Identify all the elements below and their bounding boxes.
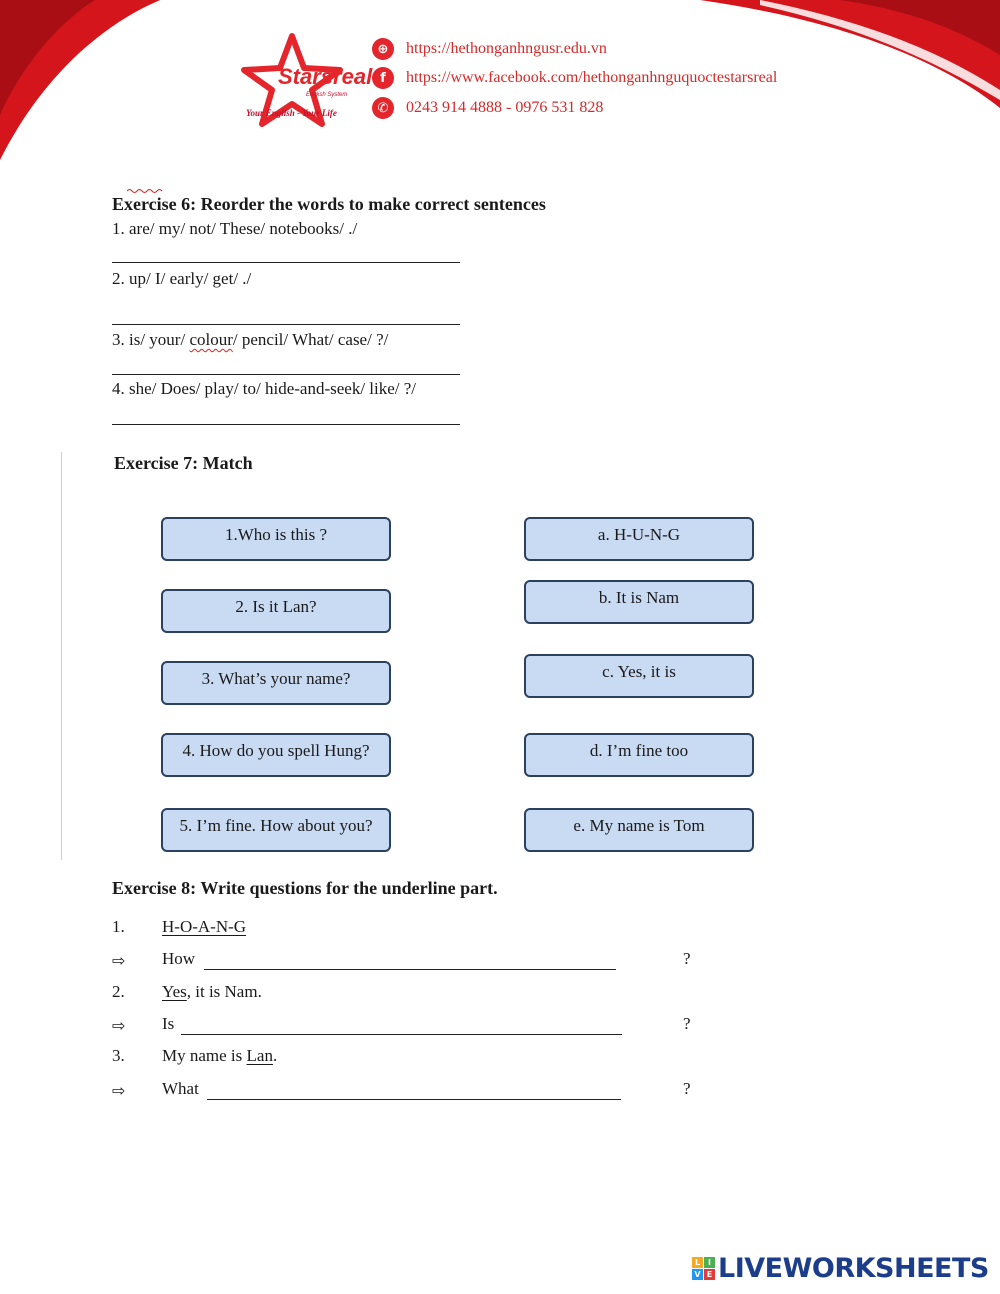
arrow-icon: ⇨: [112, 1081, 126, 1100]
match-left-3[interactable]: 3. What’s your name?: [161, 661, 391, 705]
arrow-icon: ⇨: [112, 1016, 126, 1035]
ex8-q2-rest: , it is Nam.: [186, 982, 262, 1001]
ex6-item-3-post: / pencil/ What/ case/ ?/: [232, 330, 389, 349]
ex8-q2-prompt: Is: [162, 1014, 175, 1033]
facebook-url[interactable]: https://www.facebook.com/hethonganhnguquoctestarsreal: [406, 69, 778, 86]
badge-letter-e: E: [704, 1269, 715, 1280]
exercise7-title: Exercise 7: Match: [114, 453, 253, 473]
ex8-q1-answer-line[interactable]: [204, 969, 616, 970]
ex6-item-3-colour: colour: [189, 330, 233, 349]
match-left-5[interactable]: 5. I’m fine. How about you?: [161, 808, 391, 852]
left-margin-line: [61, 452, 62, 860]
ex6-item-2: 2. up/ I/ early/ get/ ./: [112, 269, 252, 288]
ex8-q1-prompt: How: [162, 949, 196, 968]
website-url[interactable]: https://hethonganhngusr.edu.vn: [406, 40, 607, 57]
match-left-1[interactable]: 1.Who is this ?: [161, 517, 391, 561]
match-right-b[interactable]: b. It is Nam: [524, 580, 754, 624]
ex6-answer-line-1[interactable]: [112, 262, 460, 263]
contact-phone: [372, 96, 603, 120]
logo-tagline: Your English - Your Life: [246, 108, 337, 118]
ex6-item-3: [112, 330, 388, 350]
match-right-e[interactable]: e. My name is Tom: [524, 808, 754, 852]
ex8-q3-pre: My name is: [162, 1046, 247, 1065]
facebook-icon: f: [372, 67, 394, 89]
match-right-d[interactable]: d. I’m fine too: [524, 733, 754, 777]
ex6-answer-line-3[interactable]: [112, 374, 460, 375]
exercise6-title: Exercise 6: Reorder the words to make correct sentences: [112, 194, 546, 214]
logo-name: Starsreal: [278, 64, 373, 89]
logo-sub: English System: [306, 92, 348, 98]
match-right-c[interactable]: c. Yes, it is: [524, 654, 754, 698]
match-left-2[interactable]: 2. Is it Lan?: [161, 589, 391, 633]
ex8-q3-underlined: Lan: [246, 1046, 273, 1065]
ex8-q3-text: [162, 1046, 277, 1066]
ex8-q2-text: [162, 982, 262, 1002]
ex8-q2-answer-line[interactable]: [181, 1034, 622, 1035]
ex8-q3-answer-line[interactable]: [207, 1099, 621, 1100]
ex8-q2-number: 2.: [112, 982, 125, 1001]
ex6-answer-line-4[interactable]: [112, 424, 460, 425]
globe-icon: ⊕: [372, 38, 394, 60]
match-right-a[interactable]: a. H-U-N-G: [524, 517, 754, 561]
ex8-q2-qmark: ?: [683, 1014, 691, 1033]
ex6-answer-line-2[interactable]: [112, 324, 460, 325]
ex8-q1-qmark: ?: [683, 949, 691, 968]
liveworksheets-badge-icon: [692, 1257, 715, 1280]
ex8-q1-number: 1.: [112, 917, 125, 936]
contact-facebook: [372, 66, 777, 90]
badge-letter-i: I: [704, 1257, 715, 1268]
spellcheck-mark: [127, 181, 165, 187]
ex8-q3-number: 3.: [112, 1046, 125, 1065]
exercise8-title: Exercise 8: Write questions for the underline part.: [112, 878, 498, 898]
arrow-icon: ⇨: [112, 951, 126, 970]
liveworksheets-brand: [692, 1253, 989, 1284]
ex6-item-4: 4. she/ Does/ play/ to/ hide-and-seek/ like/ ?/: [112, 379, 417, 398]
ex6-item-3-pre: 3. is/ your/: [112, 330, 190, 349]
phone-icon: ✆: [372, 97, 394, 119]
ex8-q2-underlined: Yes: [162, 982, 187, 1001]
liveworksheets-wordmark: LIVEWORKSHEETS: [718, 1253, 989, 1284]
contact-website: [372, 37, 607, 61]
ex8-q3-qmark: ?: [683, 1079, 691, 1098]
badge-letter-v: V: [692, 1269, 703, 1280]
ex8-q3-prompt: What: [162, 1079, 199, 1098]
ex8-q3-post: .: [272, 1046, 278, 1065]
match-left-4[interactable]: 4. How do you spell Hung?: [161, 733, 391, 777]
ex8-q1-text: H-O-A-N-G: [162, 917, 247, 936]
phone-number: 0243 914 4888 - 0976 531 828: [406, 99, 604, 116]
badge-letter-l: L: [692, 1257, 703, 1268]
ex6-item-1: 1. are/ my/ not/ These/ notebooks/ ./: [112, 219, 358, 238]
